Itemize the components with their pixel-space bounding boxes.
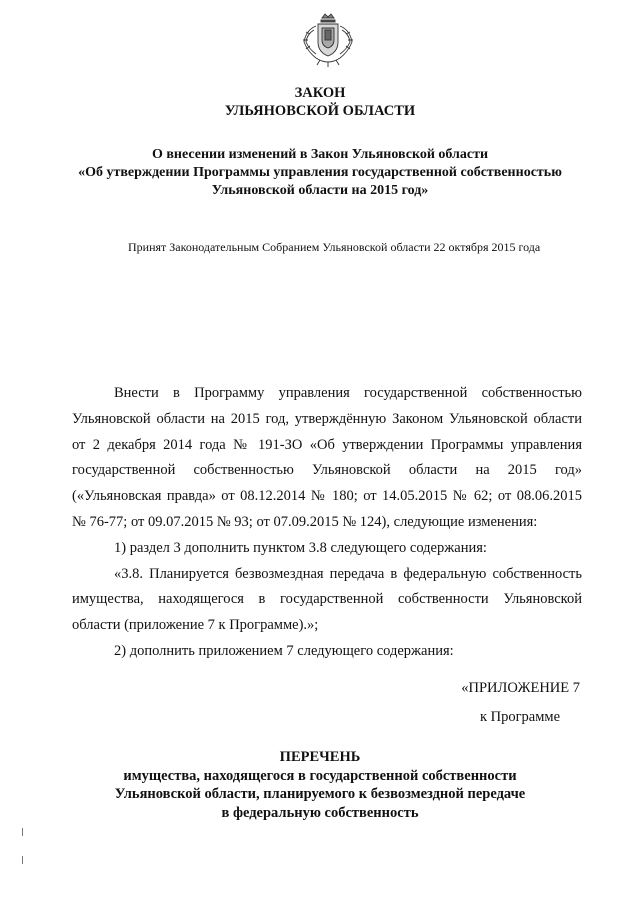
quote-line: «3.8. Планируется безвозмездная передача в федеральную собственность bbox=[114, 565, 582, 582]
law-title-line-1: О внесении изменений в Закон Ульяновской области bbox=[151, 147, 489, 162]
paragraph-line: государственной собственностью Ульяновской области на 2015 год» bbox=[72, 462, 582, 479]
list-heading bbox=[0, 748, 640, 822]
law-heading bbox=[0, 84, 640, 120]
adoption-note: Принят Законодательным Собранием Ульяновской области 22 октября 2015 года bbox=[128, 240, 541, 254]
law-heading-line-1: ЗАКОН bbox=[294, 85, 346, 101]
law-title bbox=[0, 146, 640, 200]
quote-line: области (приложение 7 к Программе).»; bbox=[72, 617, 319, 634]
law-heading-line-2: УЛЬЯНОВСКОЙ ОБЛАСТИ bbox=[224, 103, 416, 119]
list-heading-title: ПЕРЕЧЕНЬ bbox=[279, 749, 361, 765]
paragraph-line: («Ульяновская правда» от 08.12.2014 № 180; от 14.05.2015 № 62; от 08.06.2015 bbox=[72, 488, 582, 505]
paragraph-line: № 76-77; от 09.07.2015 № 93; от 07.09.2015 № 124), следующие изменения: bbox=[72, 513, 538, 530]
item-1: 1) раздел 3 дополнить пунктом 3.8 следующего содержания: bbox=[114, 539, 487, 556]
coat-of-arms-icon bbox=[296, 12, 360, 68]
main-paragraph bbox=[72, 381, 582, 665]
list-heading-line-2: имущества, находящегося в государственной собственности bbox=[123, 767, 517, 784]
law-title-line-2: «Об утверждении Программы управления государственной собственностью bbox=[78, 165, 562, 180]
scan-artifact bbox=[22, 856, 23, 864]
law-title-line-3: Ульяновской области на 2015 год» bbox=[211, 183, 429, 198]
appendix-sublabel: к Программе bbox=[479, 709, 560, 725]
list-heading-line-3: Ульяновской области, планируемого к безвозмездной передаче bbox=[114, 786, 526, 802]
paragraph-line: от 2 декабря 2014 года № 191-ЗО «Об утверждении Программы управления bbox=[72, 436, 582, 453]
scan-artifact bbox=[22, 828, 23, 836]
paragraph-line: Внести в Программу управления государственной собственностью bbox=[114, 385, 582, 401]
list-heading-line-4: в федеральную собственность bbox=[221, 804, 419, 821]
quote-line: имущества, находящегося в государственной собственности Ульяновской bbox=[72, 591, 582, 608]
appendix-label: «ПРИЛОЖЕНИЕ 7 bbox=[461, 680, 580, 696]
item-2: 2) дополнить приложением 7 следующего содержания: bbox=[114, 642, 454, 659]
paragraph-line: Ульяновской области на 2015 год, утверждённую Законом Ульяновской области bbox=[72, 410, 582, 427]
